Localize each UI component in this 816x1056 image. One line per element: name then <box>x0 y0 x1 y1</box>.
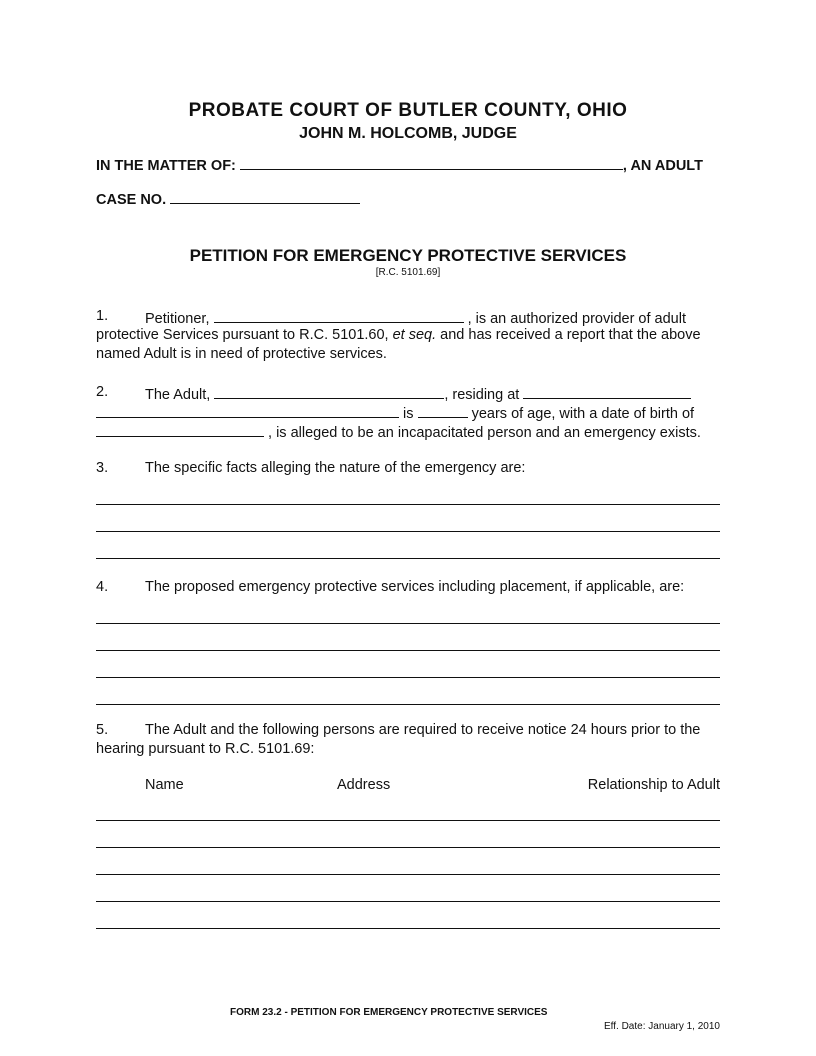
matter-suffix: , AN ADULT <box>622 158 703 174</box>
services-line[interactable] <box>96 704 720 705</box>
p1-text: , is an authorized provider of adult <box>467 311 686 327</box>
p2-line2 <box>96 403 694 422</box>
services-line[interactable] <box>96 623 720 624</box>
p5-line1: The Adult and the following persons are required to receive notice 24 hours prior to the <box>145 722 701 738</box>
petitioner-field[interactable] <box>214 308 464 323</box>
p4-num: 4. <box>96 579 109 595</box>
p1-text: protective Services pursuant to R.C. 5101.60, <box>96 327 389 343</box>
notice-line[interactable] <box>96 901 720 902</box>
p1-text: Petitioner, <box>145 311 210 327</box>
p3-num: 3. <box>96 460 109 476</box>
footer-form: FORM 23.2 - PETITION FOR EMERGENCY PROTECTIVE SERVICES <box>230 1007 548 1018</box>
form-title: PETITION FOR EMERGENCY PROTECTIVE SERVICES <box>189 246 627 265</box>
judge-name: JOHN M. HOLCOMB, JUDGE <box>299 125 517 142</box>
notice-line[interactable] <box>96 928 720 929</box>
p1-num: 1. <box>96 308 109 324</box>
facts-line[interactable] <box>96 504 720 505</box>
case-label: CASE NO. <box>96 192 167 208</box>
services-line[interactable] <box>96 677 720 678</box>
matter-line <box>96 155 703 174</box>
statute-ref: [R.C. 5101.69] <box>375 267 441 278</box>
adult-name-field-2[interactable] <box>214 384 444 399</box>
age-field[interactable] <box>418 403 468 418</box>
p1-line3: named Adult is in need of protective services. <box>96 346 387 362</box>
p4-text: The proposed emergency protective services including placement, if applicable, are: <box>145 579 685 595</box>
column-relationship: Relationship to Adult <box>587 777 720 793</box>
p2-text: The Adult, <box>145 387 211 403</box>
residence-field[interactable] <box>523 384 691 399</box>
p2-text: , residing at <box>444 387 520 403</box>
facts-line[interactable] <box>96 531 720 532</box>
p2-text: , is alleged to be an incapacitated person and an emergency exists. <box>268 425 701 441</box>
notice-line[interactable] <box>96 874 720 875</box>
birth-date-field[interactable] <box>96 422 264 437</box>
column-name: Name <box>145 777 184 793</box>
residence-field-2[interactable] <box>96 403 399 418</box>
notice-line[interactable] <box>96 820 720 821</box>
p2-line3 <box>96 422 701 441</box>
p2-num: 2. <box>96 384 109 400</box>
p2-text: years of age, with a date of birth of <box>471 406 695 422</box>
p1-line1 <box>145 308 686 327</box>
p1-text: and has received a report that the above <box>440 327 701 343</box>
case-line <box>96 189 360 208</box>
p3-text: The specific facts alleging the nature of the emergency are: <box>145 460 526 476</box>
p1-italic: et seq. <box>392 327 437 343</box>
case-number-field[interactable] <box>170 189 360 204</box>
matter-label: IN THE MATTER OF: <box>96 158 236 174</box>
p2-text: is <box>403 406 414 422</box>
p2-line1 <box>145 384 691 403</box>
footer-date: Eff. Date: January 1, 2010 <box>603 1021 720 1032</box>
services-line[interactable] <box>96 650 720 651</box>
p5-num: 5. <box>96 722 109 738</box>
p5-line2: hearing pursuant to R.C. 5101.69: <box>96 741 315 757</box>
facts-line[interactable] <box>96 558 720 559</box>
notice-line[interactable] <box>96 847 720 848</box>
column-address: Address <box>337 777 391 793</box>
adult-name-field[interactable] <box>240 155 623 170</box>
court-name: PROBATE COURT OF BUTLER COUNTY, OHIO <box>188 100 628 121</box>
p1-line2 <box>96 327 701 343</box>
